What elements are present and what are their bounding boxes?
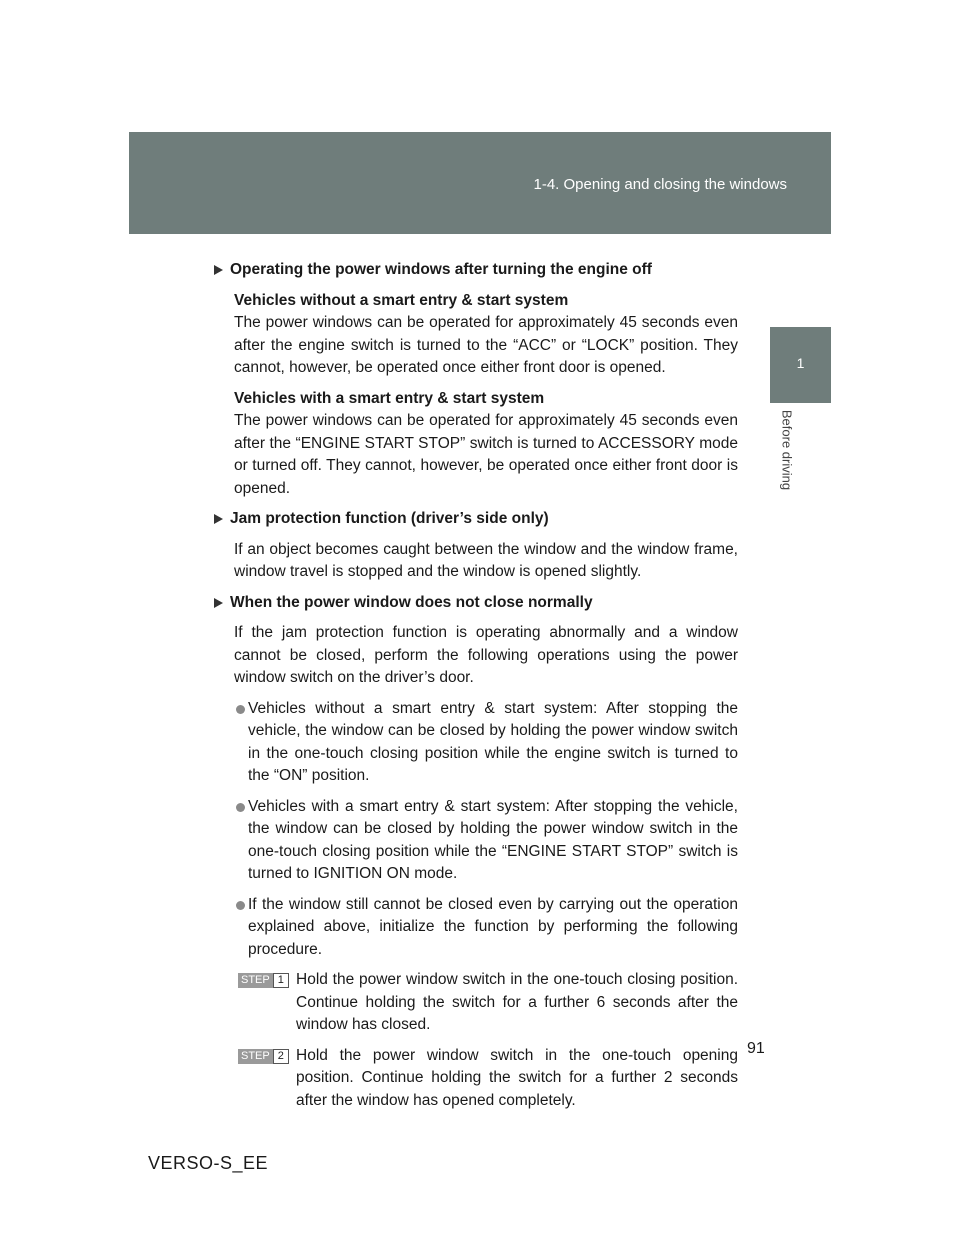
header-band bbox=[129, 132, 831, 234]
subheading: Vehicles without a smart entry & start system bbox=[234, 291, 569, 309]
paragraph bbox=[214, 539, 738, 584]
step-item bbox=[214, 1045, 738, 1113]
list-item bbox=[214, 894, 738, 962]
chapter-tab bbox=[770, 327, 831, 403]
list-item-text: If the window still cannot be closed even by carrying out the operation explained above, initialize the function by performing the following procedure. bbox=[248, 895, 738, 958]
section-heading bbox=[214, 259, 738, 282]
triangle-bullet-icon bbox=[214, 514, 223, 524]
paragraph-text: If an object becomes caught between the window and the window frame, window travel is stopped and the window is opened slightly. bbox=[234, 540, 738, 580]
list-item-text: Vehicles without a smart entry & start system: After stopping the vehicle, the window can be closed by holding the power window switch in the one-touch closing position while the engine switch is turned to the “ON” position. bbox=[248, 699, 738, 784]
step-number: 2 bbox=[273, 1049, 289, 1064]
subheading: Vehicles with a smart entry & start system bbox=[234, 389, 545, 407]
bullet-dot-icon bbox=[236, 705, 245, 714]
list-item bbox=[214, 698, 738, 788]
section-heading bbox=[214, 592, 738, 615]
heading-text: When the power window does not close normally bbox=[230, 593, 593, 611]
step-word: STEP bbox=[238, 973, 273, 988]
paragraph bbox=[214, 388, 738, 501]
bullet-dot-icon bbox=[236, 901, 245, 910]
page-content bbox=[214, 259, 738, 1120]
chapter-number: 1 bbox=[796, 355, 805, 371]
paragraph-text: The power windows can be operated for approximately 45 seconds even after the “ENGINE START STOP” switch is turned to ACCESSORY mode or turned off. They cannot, however, be operated once either front door is opened. bbox=[234, 412, 738, 497]
paragraph bbox=[214, 290, 738, 380]
step-word: STEP bbox=[238, 1049, 273, 1064]
step-text: Hold the power window switch in the one-touch closing position. Continue holding the switch for a further 6 seconds after the window has closed. bbox=[296, 971, 738, 1033]
chapter-label: Before driving bbox=[779, 409, 795, 491]
paragraph-text: If the jam protection function is operating abnormally and a window cannot be closed, perform the following operations using the power window switch on the driver’s door. bbox=[234, 624, 738, 686]
step-number: 1 bbox=[273, 973, 289, 988]
paragraph-text: The power windows can be operated for approximately 45 seconds even after the engine switch is turned to the “ACC” or “LOCK” position. They cannot, however, be operated once either front door is opened. bbox=[234, 314, 738, 376]
step-badge bbox=[238, 1049, 289, 1064]
triangle-bullet-icon bbox=[214, 265, 223, 275]
list-item-text: Vehicles with a smart entry & start system: After stopping the vehicle, the window can be closed by holding the power window switch in the one-touch closing position while the “ENGINE START STOP” switch is turned to IGNITION ON mode. bbox=[248, 797, 738, 882]
bullet-dot-icon bbox=[236, 803, 245, 812]
list-item bbox=[214, 796, 738, 886]
triangle-bullet-icon bbox=[214, 598, 223, 608]
step-item bbox=[214, 969, 738, 1037]
step-text: Hold the power window switch in the one-touch opening position. Continue holding the switch for a further 2 seconds after the window has opened completely. bbox=[296, 1046, 738, 1109]
section-title: 1-4. Opening and closing the windows bbox=[533, 176, 787, 193]
heading-text: Jam protection function (driver’s side only) bbox=[230, 510, 549, 527]
section-heading bbox=[214, 508, 738, 531]
document-code: VERSO-S_EE bbox=[148, 1153, 269, 1173]
page-number: 91 bbox=[747, 1040, 765, 1057]
step-badge bbox=[238, 973, 289, 988]
paragraph bbox=[214, 622, 738, 690]
heading-text: Operating the power windows after turning the engine off bbox=[230, 261, 652, 278]
